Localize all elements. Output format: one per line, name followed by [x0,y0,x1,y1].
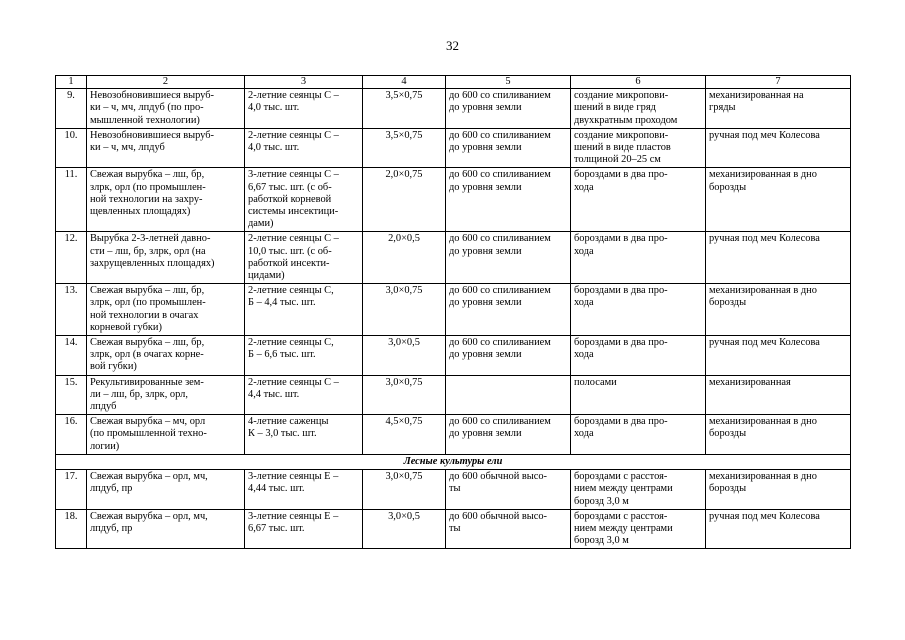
cell-planting-method: ручная под меч Колесова [706,509,851,549]
table-row [56,89,851,129]
table-row [56,336,851,376]
cell-spacing: 3,0×0,5 [363,509,446,549]
cell-stump-height: до 600 со спиливанием до уровня земли [446,336,571,376]
header-stump-height: 5 [446,76,571,89]
cell-spacing: 3,0×0,75 [363,470,446,510]
cell-planting-method: механизированная в дно борозды [706,168,851,232]
table-row [56,168,851,232]
cell-site-description: Свежая вырубка – лш, бр, злрк, орл (по промышлен- ной технологии в очагах корневой губки) [87,284,245,336]
cell-planting-stock: 2-летние сеянцы С – 4,0 тыс. шт. [245,128,363,168]
cell-stump-height [446,375,571,415]
cell-spacing: 3,0×0,75 [363,284,446,336]
cell-planting-method: ручная под меч Колесова [706,128,851,168]
cell-planting-stock: 3-летние сеянцы С – 6,67 тыс. шт. (с об- работкой корневой системы инсектици- дами) [245,168,363,232]
cell-site-description: Свежая вырубка – лш, бр, злрк, орл (в очагах корне- вой губки) [87,336,245,376]
cell-row-number: 13. [56,284,87,336]
header-planting-method: 7 [706,76,851,89]
cell-stump-height: до 600 обычной высо- ты [446,509,571,549]
cell-stump-height: до 600 со спиливанием до уровня земли [446,128,571,168]
cell-planting-stock: 2-летние сеянцы С, Б – 6,6 тыс. шт. [245,336,363,376]
cell-spacing: 3,5×0,75 [363,128,446,168]
cell-planting-stock: 2-летние сеянцы С – 10,0 тыс. шт. (с об- работкой инсекти- цидами) [245,232,363,284]
planting-table [55,75,851,549]
cell-stump-height: до 600 со спиливанием до уровня земли [446,284,571,336]
cell-spacing: 2,0×0,75 [363,168,446,232]
cell-planting-method: механизированная на гряды [706,89,851,129]
table-row [56,375,851,415]
cell-stump-height: до 600 со спиливанием до уровня земли [446,415,571,455]
cell-spacing: 3,0×0,5 [363,336,446,376]
cell-planting-stock: 2-летние сеянцы С, Б – 4,4 тыс. шт. [245,284,363,336]
cell-site-description: Свежая вырубка – орл, мч, лпдуб, пр [87,509,245,549]
cell-soil-preparation: создание микропови- шений в виде гряд двухкратным проходом [571,89,706,129]
cell-planting-stock: 4-летние саженцы К – 3,0 тыс. шт. [245,415,363,455]
cell-planting-stock: 3-летние сеянцы Е – 4,44 тыс. шт. [245,470,363,510]
cell-planting-method: механизированная [706,375,851,415]
cell-soil-preparation: бороздами в два про- хода [571,284,706,336]
cell-site-description: Невозобновившиеся выруб- ки – ч, мч, лпдуб [87,128,245,168]
cell-stump-height: до 600 со спиливанием до уровня земли [446,168,571,232]
section-title: Лесные культуры ели [56,454,851,469]
cell-planting-method: механизированная в дно борозды [706,415,851,455]
cell-row-number: 14. [56,336,87,376]
cell-site-description: Невозобновившиеся выруб- ки – ч, мч, лпдуб (по про- мышленной технологии) [87,89,245,129]
cell-stump-height: до 600 со спиливанием до уровня земли [446,89,571,129]
cell-row-number: 15. [56,375,87,415]
header-row-number: 1 [56,76,87,89]
cell-planting-method: механизированная в дно борозды [706,470,851,510]
cell-soil-preparation: бороздами в два про- хода [571,232,706,284]
table-row [56,415,851,455]
cell-spacing: 3,5×0,75 [363,89,446,129]
cell-row-number: 10. [56,128,87,168]
header-site-description: 2 [87,76,245,89]
cell-site-description: Вырубка 2-3-летней давно- сти – лш, бр, злрк, орл (на захрущевленных площадях) [87,232,245,284]
cell-soil-preparation: бороздами в два про- хода [571,336,706,376]
table-row [56,509,851,549]
cell-row-number: 17. [56,470,87,510]
cell-planting-method: ручная под меч Колесова [706,232,851,284]
cell-row-number: 11. [56,168,87,232]
cell-site-description: Свежая вырубка – орл, мч, лпдуб, пр [87,470,245,510]
cell-stump-height: до 600 со спиливанием до уровня земли [446,232,571,284]
header-spacing: 4 [363,76,446,89]
cell-row-number: 12. [56,232,87,284]
cell-spacing: 4,5×0,75 [363,415,446,455]
table-row [56,470,851,510]
cell-site-description: Свежая вырубка – мч, орл (по промышленной техно- логии) [87,415,245,455]
cell-soil-preparation: создание микропови- шений в виде пластов толщиной 20–25 см [571,128,706,168]
cell-soil-preparation: бороздами с расстоя- нием между центрами борозд 3,0 м [571,509,706,549]
cell-stump-height: до 600 обычной высо- ты [446,470,571,510]
cell-planting-stock: 2-летние сеянцы С – 4,4 тыс. шт. [245,375,363,415]
table-row [56,232,851,284]
table-row [56,128,851,168]
cell-spacing: 2,0×0,5 [363,232,446,284]
header-soil-preparation: 6 [571,76,706,89]
cell-soil-preparation: бороздами с расстоя- нием между центрами борозд 3,0 м [571,470,706,510]
header-planting-stock: 3 [245,76,363,89]
section-row [56,454,851,469]
cell-soil-preparation: бороздами в два про- хода [571,168,706,232]
cell-spacing: 3,0×0,75 [363,375,446,415]
cell-row-number: 16. [56,415,87,455]
cell-planting-method: механизированная в дно борозды [706,284,851,336]
page-number: 32 [446,38,459,53]
cell-planting-stock: 3-летние сеянцы Е – 6,67 тыс. шт. [245,509,363,549]
cell-soil-preparation: полосами [571,375,706,415]
table-row [56,284,851,336]
cell-site-description: Свежая вырубка – лш, бр, злрк, орл (по промышлен- ной технологии на захру- щевленных площадях) [87,168,245,232]
cell-planting-method: ручная под меч Колесова [706,336,851,376]
cell-planting-stock: 2-летние сеянцы С – 4,0 тыс. шт. [245,89,363,129]
cell-row-number: 9. [56,89,87,129]
cell-row-number: 18. [56,509,87,549]
cell-site-description: Рекультивированные зем- ли – лш, бр, злрк, орл, лпдуб [87,375,245,415]
header-row [56,76,851,89]
cell-soil-preparation: бороздами в два про- хода [571,415,706,455]
